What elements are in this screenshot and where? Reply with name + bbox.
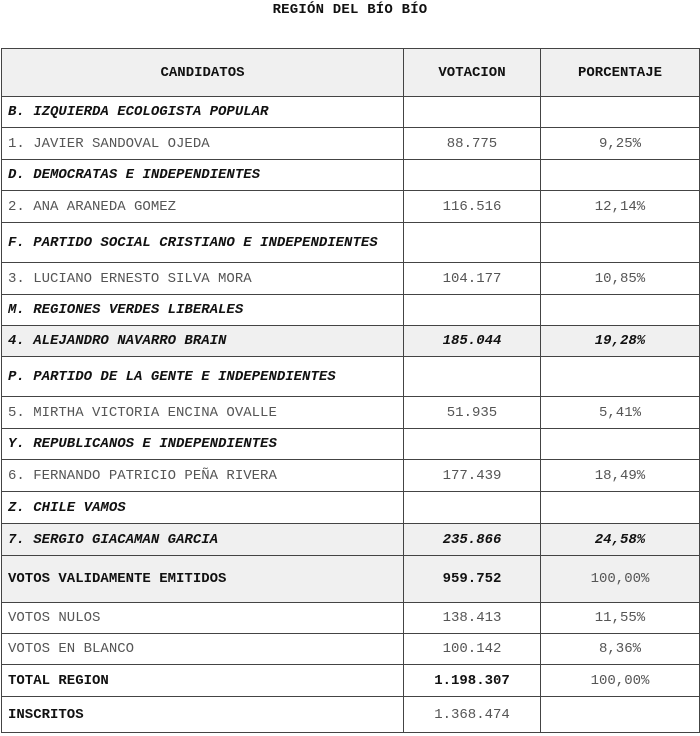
blank-votes-label: VOTOS EN BLANCO bbox=[2, 634, 404, 665]
party-name: Y. REPUBLICANOS E INDEPENDIENTES bbox=[2, 429, 404, 460]
header-percent: PORCENTAJE bbox=[541, 49, 700, 97]
blank-votes-count: 100.142 bbox=[404, 634, 541, 665]
page-title: REGIÓN DEL BÍO BÍO bbox=[272, 2, 428, 18]
blank-votes-row bbox=[2, 634, 700, 665]
registered-label: INSCRITOS bbox=[2, 697, 404, 733]
null-votes-percent: 11,55% bbox=[541, 603, 700, 634]
null-votes-label: VOTOS NULOS bbox=[2, 603, 404, 634]
party-percent bbox=[541, 429, 700, 460]
candidate-percent: 19,28% bbox=[541, 326, 700, 357]
candidate-votes: 51.935 bbox=[404, 397, 541, 429]
valid-votes-count: 959.752 bbox=[404, 556, 541, 603]
null-votes-row bbox=[2, 603, 700, 634]
total-region-label: TOTAL REGION bbox=[2, 665, 404, 697]
candidate-votes: 104.177 bbox=[404, 263, 541, 295]
registered-percent bbox=[541, 697, 700, 733]
party-row bbox=[2, 357, 700, 397]
candidate-percent: 9,25% bbox=[541, 128, 700, 160]
party-row bbox=[2, 160, 700, 191]
candidate-percent: 18,49% bbox=[541, 460, 700, 492]
candidate-votes: 116.516 bbox=[404, 191, 541, 223]
party-name: M. REGIONES VERDES LIBERALES bbox=[2, 295, 404, 326]
null-votes-count: 138.413 bbox=[404, 603, 541, 634]
candidate-percent: 5,41% bbox=[541, 397, 700, 429]
party-votes bbox=[404, 429, 541, 460]
party-name: D. DEMOCRATAS E INDEPENDIENTES bbox=[2, 160, 404, 191]
party-percent bbox=[541, 492, 700, 524]
elected-candidate-row bbox=[2, 524, 700, 556]
table-header-row bbox=[2, 49, 700, 97]
candidate-row bbox=[2, 263, 700, 295]
candidate-percent: 24,58% bbox=[541, 524, 700, 556]
party-row bbox=[2, 429, 700, 460]
valid-votes-row bbox=[2, 556, 700, 603]
party-name: Z. CHILE VAMOS bbox=[2, 492, 404, 524]
party-percent bbox=[541, 357, 700, 397]
registered-count: 1.368.474 bbox=[404, 697, 541, 733]
header-candidates: CANDIDATOS bbox=[2, 49, 404, 97]
header-votes: VOTACION bbox=[404, 49, 541, 97]
candidate-votes: 177.439 bbox=[404, 460, 541, 492]
candidate-votes: 235.866 bbox=[404, 524, 541, 556]
party-row bbox=[2, 223, 700, 263]
candidate-votes: 185.044 bbox=[404, 326, 541, 357]
candidate-name: 4. ALEJANDRO NAVARRO BRAIN bbox=[2, 326, 404, 357]
candidate-name: 5. MIRTHA VICTORIA ENCINA OVALLE bbox=[2, 397, 404, 429]
blank-votes-percent: 8,36% bbox=[541, 634, 700, 665]
candidate-row bbox=[2, 397, 700, 429]
party-row bbox=[2, 492, 700, 524]
candidate-name: 6. FERNANDO PATRICIO PEÑA RIVERA bbox=[2, 460, 404, 492]
party-votes bbox=[404, 160, 541, 191]
party-percent bbox=[541, 160, 700, 191]
total-region-row bbox=[2, 665, 700, 697]
valid-votes-percent: 100,00% bbox=[541, 556, 700, 603]
party-votes bbox=[404, 492, 541, 524]
candidate-percent: 10,85% bbox=[541, 263, 700, 295]
party-name: B. IZQUIERDA ECOLOGISTA POPULAR bbox=[2, 97, 404, 128]
party-votes bbox=[404, 97, 541, 128]
registered-row bbox=[2, 697, 700, 733]
candidate-percent: 12,14% bbox=[541, 191, 700, 223]
candidate-votes: 88.775 bbox=[404, 128, 541, 160]
valid-votes-label: VOTOS VALIDAMENTE EMITIDOS bbox=[2, 556, 404, 603]
party-percent bbox=[541, 97, 700, 128]
candidate-row bbox=[2, 191, 700, 223]
party-name: F. PARTIDO SOCIAL CRISTIANO E INDEPENDIENTES bbox=[2, 223, 404, 263]
party-row bbox=[2, 295, 700, 326]
candidate-row bbox=[2, 460, 700, 492]
candidate-name: 1. JAVIER SANDOVAL OJEDA bbox=[2, 128, 404, 160]
party-percent bbox=[541, 295, 700, 326]
party-votes bbox=[404, 295, 541, 326]
candidate-name: 7. SERGIO GIACAMAN GARCIA bbox=[2, 524, 404, 556]
total-region-votes: 1.198.307 bbox=[404, 665, 541, 697]
candidate-name: 3. LUCIANO ERNESTO SILVA MORA bbox=[2, 263, 404, 295]
candidate-row bbox=[2, 128, 700, 160]
party-percent bbox=[541, 223, 700, 263]
party-votes bbox=[404, 223, 541, 263]
elected-candidate-row bbox=[2, 326, 700, 357]
party-row bbox=[2, 97, 700, 128]
total-region-percent: 100,00% bbox=[541, 665, 700, 697]
party-name: P. PARTIDO DE LA GENTE E INDEPENDIENTES bbox=[2, 357, 404, 397]
results-table bbox=[1, 48, 700, 733]
candidate-name: 2. ANA ARANEDA GOMEZ bbox=[2, 191, 404, 223]
party-votes bbox=[404, 357, 541, 397]
